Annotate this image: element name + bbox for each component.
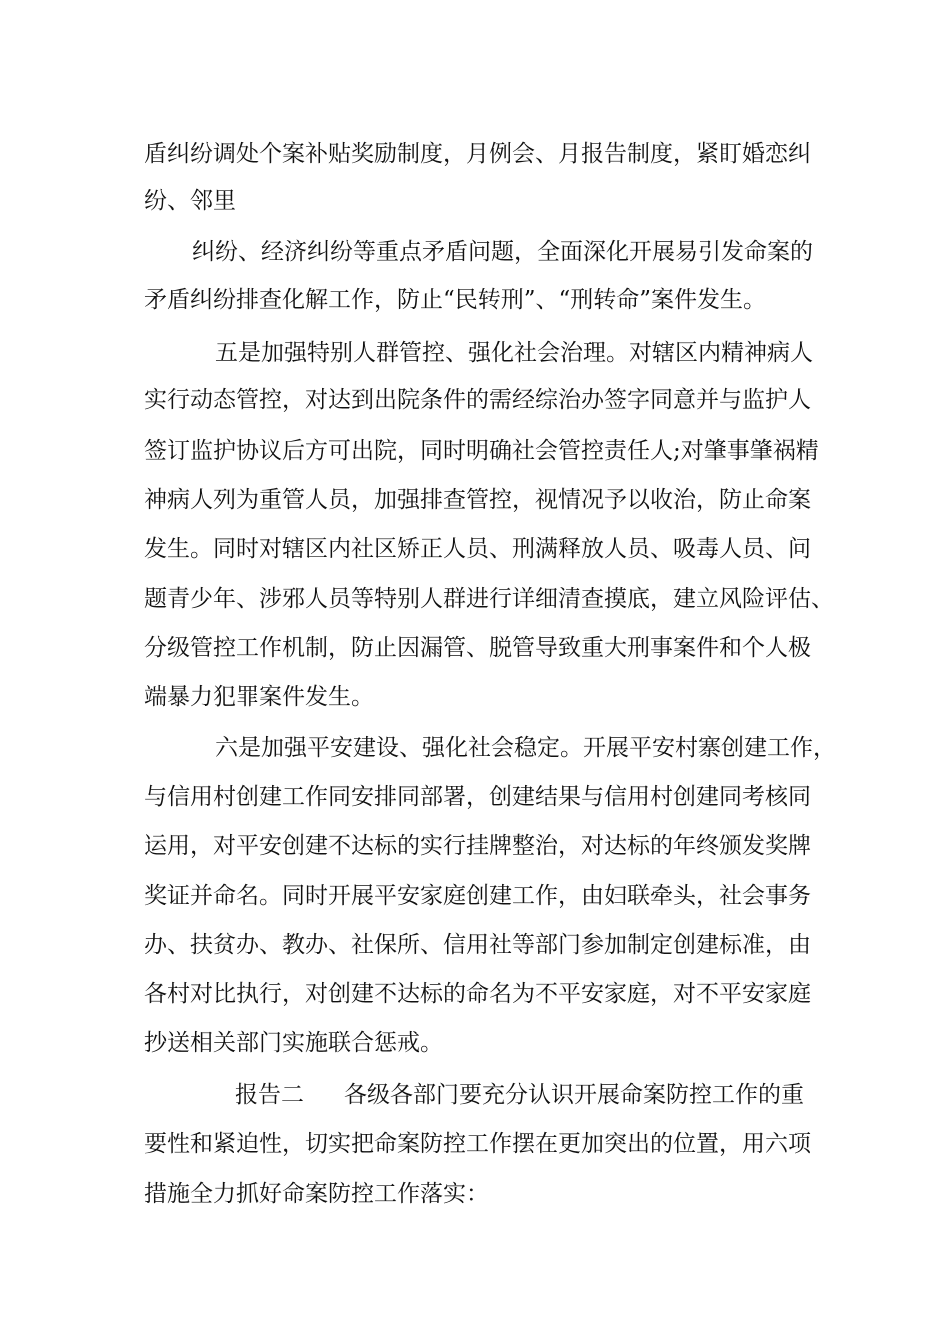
text-line: 各村对比执行，对创建不达标的命名为不平安家庭，对不平安家庭 — [144, 981, 811, 1007]
text-line: 五是加强特别人群管控、强化社会治理。对辖区内精神病人 — [215, 340, 813, 366]
text-line: 抄送相关部门实施联合惩戒。 — [144, 1030, 443, 1056]
text-line: 办、扶贫办、教办、社保所、信用社等部门参加制定创建标准，由 — [144, 932, 811, 958]
report-label: 报告二 — [235, 1082, 304, 1108]
text-line: 题青少年、涉邪人员等特别人群进行详细清查摸底，建立风险评估、 — [144, 586, 834, 612]
text-line: 分级管控工作机制，防止因漏管、脱管导致重大刑事案件和个人极 — [144, 635, 811, 661]
text-line: 运用，对平安创建不达标的实行挂牌整治，对达标的年终颁发奖牌 — [144, 833, 811, 859]
text-line: 矛盾纠纷排查化解工作，防止“民转刑”、“刑转命”案件发生。 — [144, 287, 767, 313]
text-line: 纷、邻里 — [144, 188, 236, 214]
text-line: 纠纷、经济纠纷等重点矛盾问题，全面深化开展易引发命案的 — [192, 239, 813, 265]
text-line: 神病人列为重管人员，加强排查管控，视情况予以收治，防止命案 — [144, 487, 811, 513]
text-line: 端暴力犯罪案件发生。 — [144, 684, 374, 710]
text-line: 盾纠纷调处个案补贴奖励制度，月例会、月报告制度，紧盯婚恋纠 — [144, 141, 811, 167]
text-line: 要性和紧迫性，切实把命案防控工作摆在更加突出的位置，用六项 — [144, 1131, 811, 1157]
text-line: 实行动态管控，对达到出院条件的需经综治办签字同意并与监护人 — [144, 387, 811, 413]
text-line: 六是加强平安建设、强化社会稳定。开展平安村寨创建工作， — [215, 735, 836, 761]
text-line: 措施全力抓好命案防控工作落实： — [144, 1181, 489, 1207]
report-text: 各级各部门要充分认识开展命案防控工作的重 — [344, 1082, 804, 1108]
report-heading-line — [235, 1079, 804, 1111]
text-line: 签订监护协议后方可出院，同时明确社会管控责任人;对肇事肇祸精 — [144, 438, 819, 464]
text-line: 发生。同时对辖区内社区矫正人员、刑满释放人员、吸毒人员、问 — [144, 536, 811, 562]
text-line: 奖证并命名。同时开展平安家庭创建工作，由妇联牵头，社会事务 — [144, 883, 811, 909]
text-line: 与信用村创建工作同安排同部署，创建结果与信用村创建同考核同 — [144, 784, 811, 810]
